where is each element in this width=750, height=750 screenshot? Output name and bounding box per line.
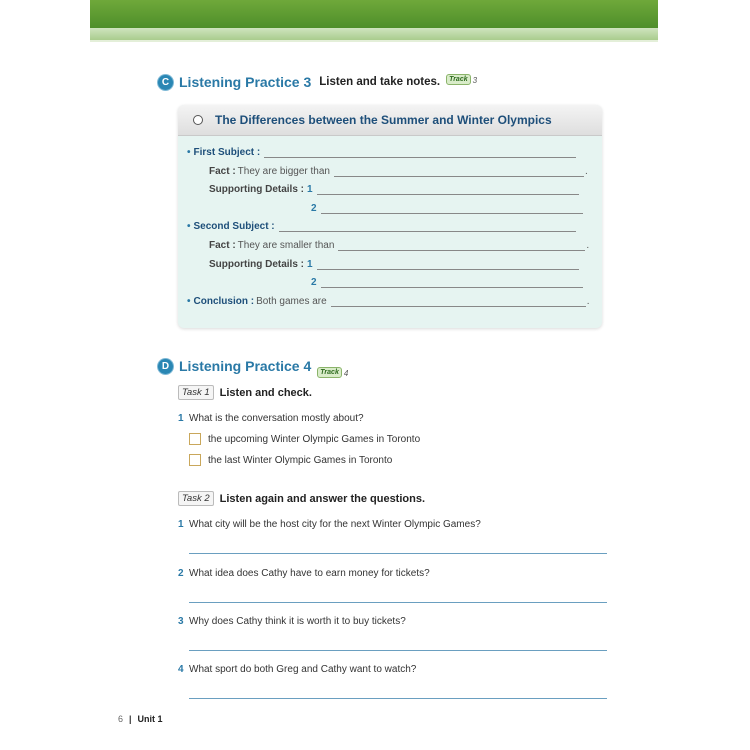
supporting-label: Supporting Details : bbox=[209, 259, 304, 270]
section-d-badge: D bbox=[158, 359, 173, 374]
supporting1-num: 1 bbox=[307, 184, 313, 195]
question-number: 4 bbox=[178, 664, 184, 675]
option-label: the last Winter Olympic Games in Toronto bbox=[208, 454, 393, 466]
supporting4-row bbox=[311, 277, 583, 288]
track-number: 4 bbox=[343, 368, 349, 378]
supporting3-blank[interactable] bbox=[317, 259, 579, 270]
supporting2-num: 2 bbox=[311, 203, 317, 214]
task1-question bbox=[178, 413, 364, 424]
fact-label: Fact : bbox=[209, 240, 236, 251]
fact2-period: . bbox=[586, 240, 590, 251]
section-c-badge: C bbox=[158, 75, 173, 90]
fact1-blank[interactable] bbox=[334, 166, 584, 177]
answer-line[interactable] bbox=[189, 650, 607, 651]
question-number: 1 bbox=[178, 519, 184, 530]
section-c-heading bbox=[158, 74, 477, 90]
question-text: Why does Cathy think it is worth it to buy tickets? bbox=[189, 616, 406, 627]
supporting4-num: 2 bbox=[311, 277, 317, 288]
question-number: 1 bbox=[178, 413, 184, 424]
fact1-text: They are bigger than bbox=[237, 166, 330, 177]
fact2-blank[interactable] bbox=[338, 240, 585, 251]
fact1-period: . bbox=[584, 166, 588, 177]
option-row[interactable] bbox=[189, 454, 392, 466]
question-number: 3 bbox=[178, 616, 184, 627]
option-row[interactable] bbox=[189, 433, 420, 445]
task1-instruction: Listen and check. bbox=[219, 386, 312, 399]
track-label: Track bbox=[446, 74, 471, 85]
question-text: What idea does Cathy have to earn money for tickets? bbox=[189, 568, 430, 579]
page-number: 6 bbox=[118, 714, 124, 724]
track-label: Track bbox=[317, 367, 342, 378]
footer-separator: | bbox=[129, 714, 132, 724]
supporting4-blank[interactable] bbox=[321, 277, 583, 288]
section-c-instruction: Listen and take notes. bbox=[319, 76, 441, 88]
notes-card-title: The Differences between the Summer and Winter Olympics bbox=[215, 113, 552, 127]
option-label: the upcoming Winter Olympic Games in Toronto bbox=[208, 433, 421, 445]
task2-question bbox=[178, 519, 481, 530]
supporting3-num: 1 bbox=[307, 259, 313, 270]
header-band bbox=[90, 28, 658, 40]
first-subject-row bbox=[187, 147, 576, 158]
bullet-dot-icon: • bbox=[187, 221, 191, 232]
header-banner bbox=[90, 0, 658, 28]
supporting-label: Supporting Details : bbox=[209, 184, 304, 195]
question-text: What sport do both Greg and Cathy want to watch? bbox=[189, 664, 417, 675]
task1-heading bbox=[178, 385, 312, 400]
conclusion-text: Both games are bbox=[256, 296, 327, 307]
audio-track-icon[interactable] bbox=[446, 74, 477, 85]
task2-tag: Task 2 bbox=[178, 491, 214, 506]
bullet-icon bbox=[193, 115, 203, 125]
fact1-row bbox=[209, 166, 588, 177]
question-number: 2 bbox=[178, 568, 184, 579]
first-subject-label: First Subject : bbox=[193, 147, 261, 158]
conclusion-blank[interactable] bbox=[331, 296, 586, 307]
supporting1-row bbox=[209, 184, 579, 195]
conclusion-label: Conclusion : bbox=[193, 296, 255, 307]
conclusion-row bbox=[187, 296, 589, 307]
conclusion-period: . bbox=[586, 296, 590, 307]
fact2-text: They are smaller than bbox=[237, 240, 335, 251]
supporting3-row bbox=[209, 259, 579, 270]
header-edge bbox=[90, 40, 658, 42]
task2-question bbox=[178, 616, 406, 627]
notes-card bbox=[178, 105, 602, 328]
task1-tag: Task 1 bbox=[178, 385, 214, 400]
option-checkbox[interactable] bbox=[189, 433, 201, 445]
task2-instruction: Listen again and answer the questions. bbox=[219, 492, 426, 505]
section-d-heading bbox=[158, 358, 349, 378]
task2-question bbox=[178, 664, 416, 675]
task2-heading bbox=[178, 491, 425, 506]
bullet-dot-icon: • bbox=[187, 296, 191, 307]
question-text: What city will be the host city for the next Winter Olympic Games? bbox=[189, 519, 481, 530]
unit-label: Unit 1 bbox=[137, 714, 163, 724]
notes-card-header bbox=[178, 105, 602, 136]
track-number: 3 bbox=[472, 75, 478, 85]
fact2-row bbox=[209, 240, 589, 251]
fact-label: Fact : bbox=[209, 166, 236, 177]
second-subject-row bbox=[187, 221, 576, 232]
second-subject-label: Second Subject : bbox=[193, 221, 275, 232]
answer-line[interactable] bbox=[189, 602, 607, 603]
supporting2-row bbox=[311, 203, 583, 214]
option-checkbox[interactable] bbox=[189, 454, 201, 466]
answer-line[interactable] bbox=[189, 698, 607, 699]
supporting2-blank[interactable] bbox=[321, 203, 583, 214]
bullet-dot-icon: • bbox=[187, 147, 191, 158]
answer-line[interactable] bbox=[189, 553, 607, 554]
task2-question bbox=[178, 568, 430, 579]
first-subject-blank[interactable] bbox=[264, 147, 576, 158]
second-subject-blank[interactable] bbox=[279, 221, 576, 232]
audio-track-icon[interactable] bbox=[317, 367, 348, 378]
section-d-title: Listening Practice 4 bbox=[179, 358, 312, 374]
section-c-title: Listening Practice 3 bbox=[179, 74, 312, 90]
question-text: What is the conversation mostly about? bbox=[189, 413, 364, 424]
page-footer bbox=[118, 714, 163, 724]
supporting1-blank[interactable] bbox=[317, 184, 579, 195]
